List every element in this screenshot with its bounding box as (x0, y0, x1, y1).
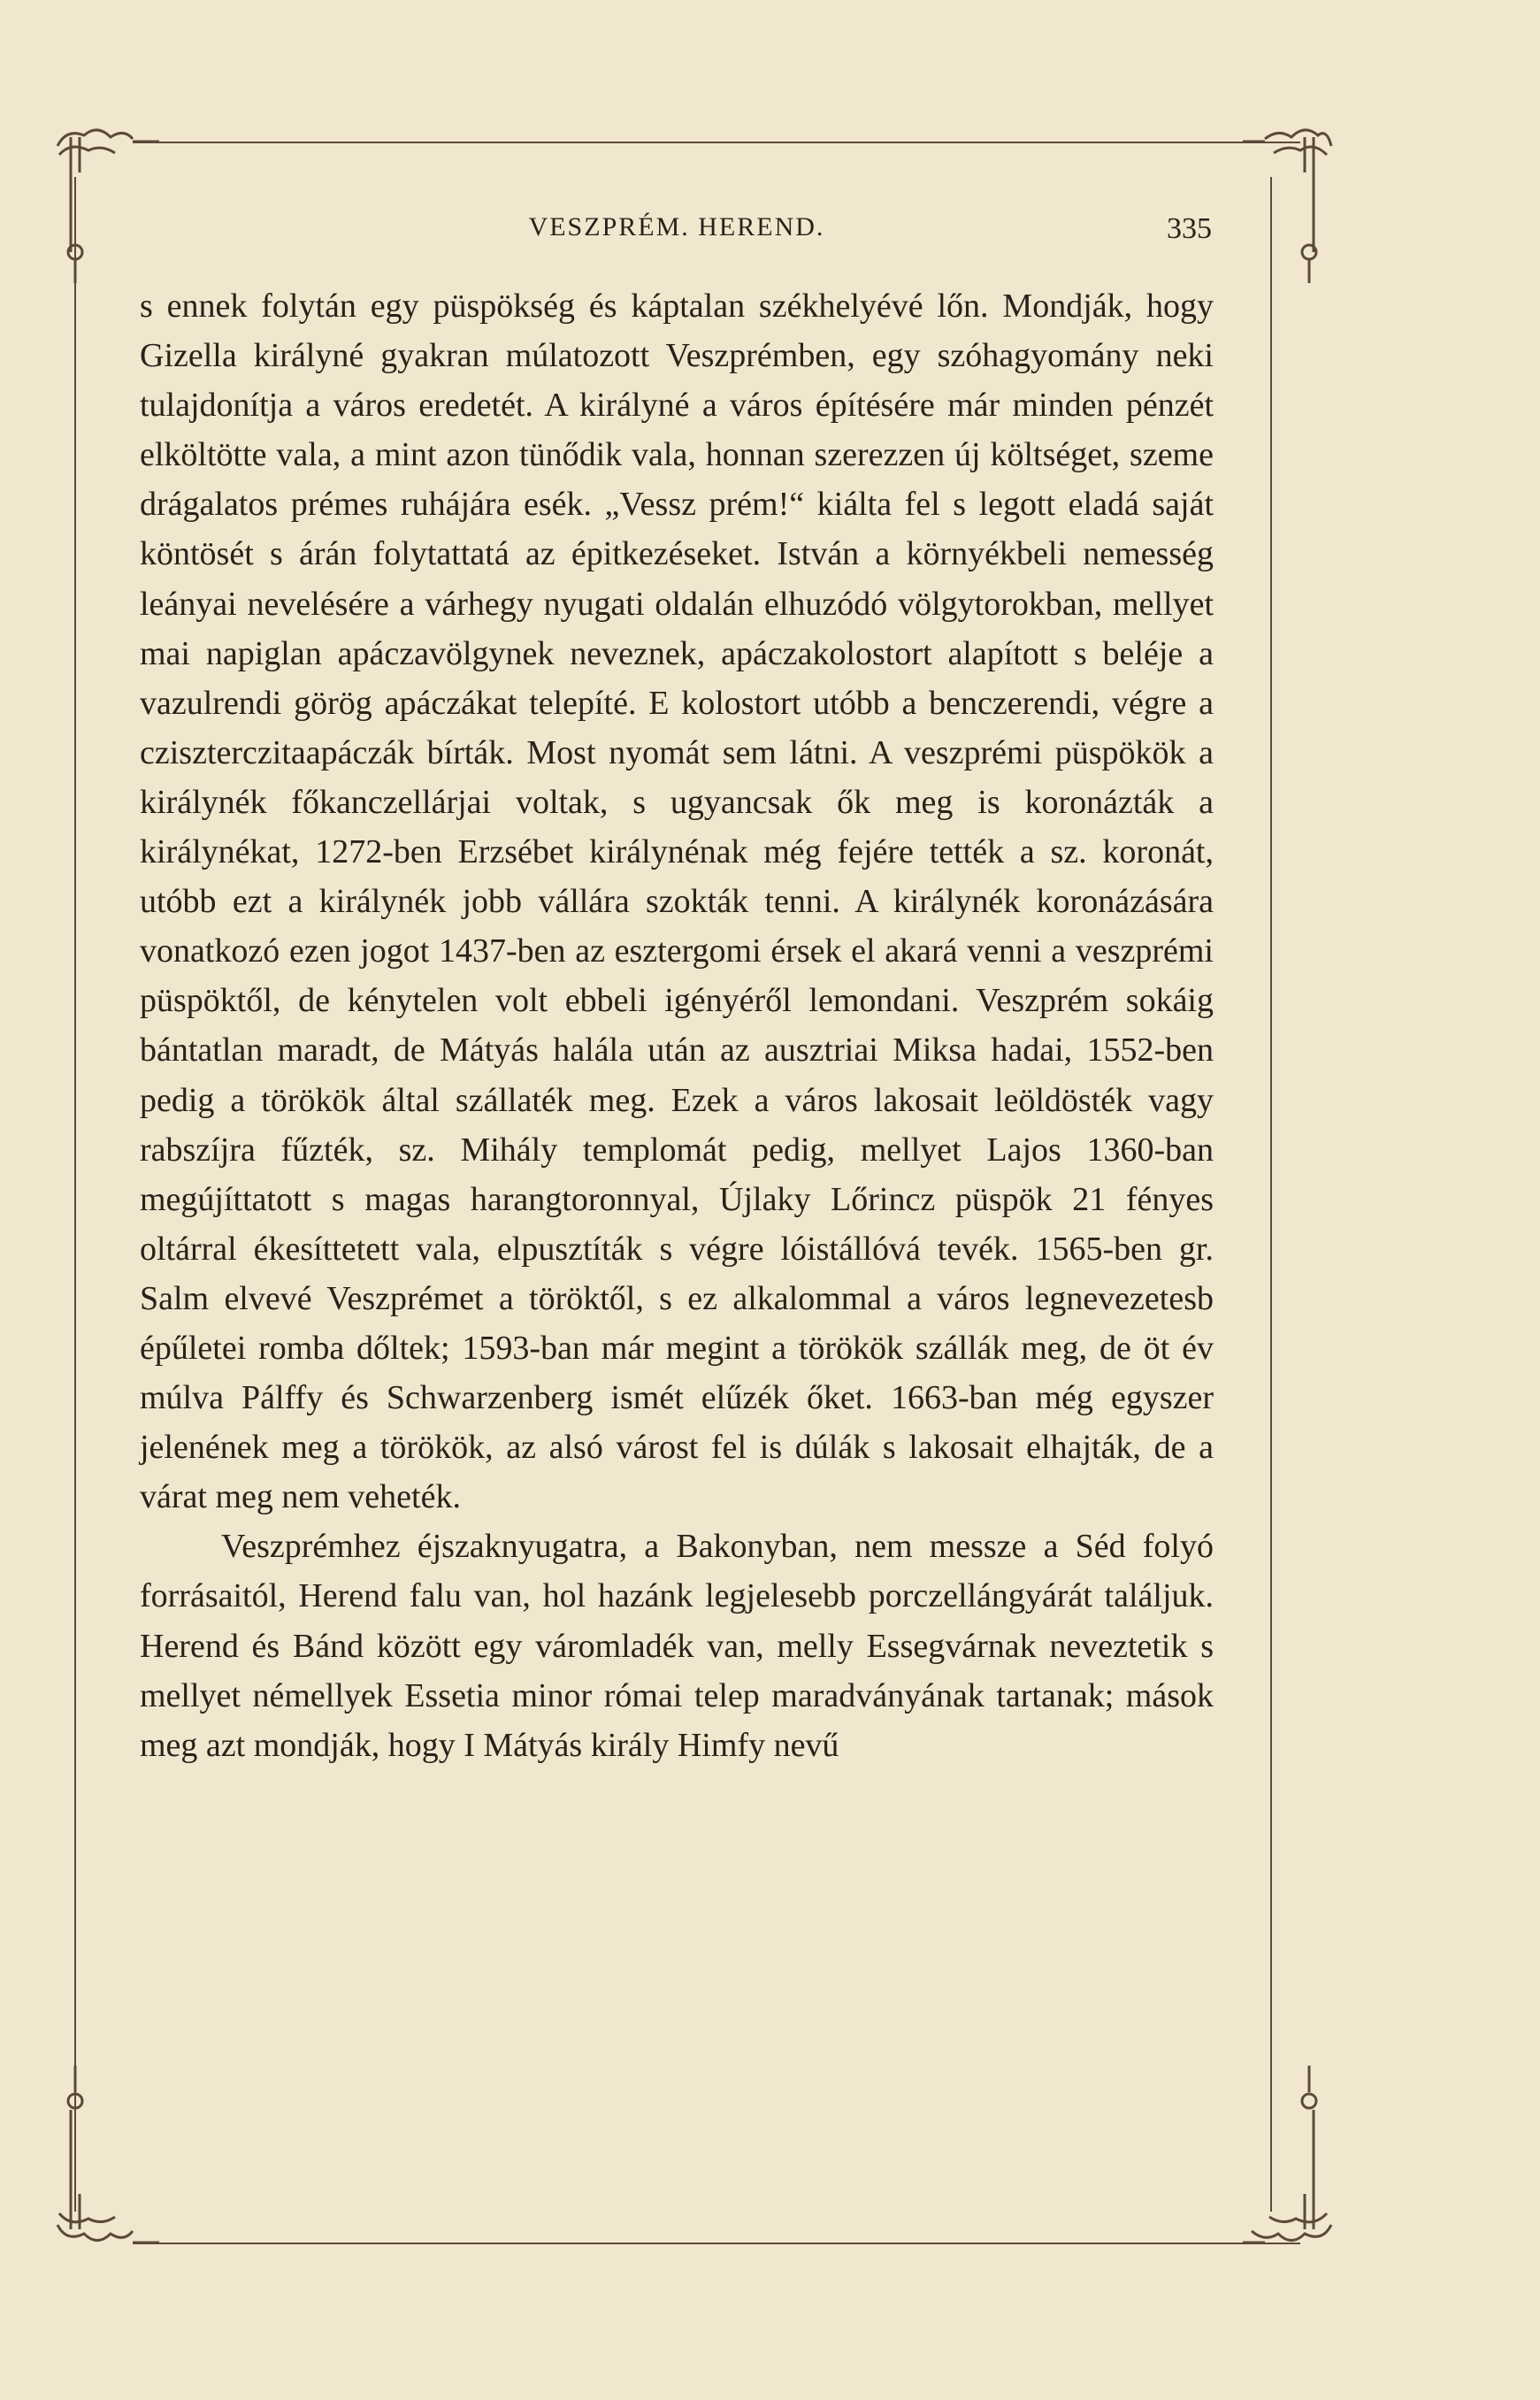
frame-left-rule (74, 177, 76, 2212)
corner-ornament-top-right-icon (1238, 119, 1336, 288)
running-head (142, 212, 1212, 257)
frame-bottom-rule (133, 2243, 1300, 2244)
corner-ornament-bottom-left-icon (49, 2061, 164, 2256)
paragraph-veszprem-history: s ennek folytán egy püspökség és káptalan székhelyévé lőn. Mondják, hogy Gizella királyné gyakran múlatozott Veszprémben, egy szóhagyomány neki tulajdonítja a város eredetét. A királyné a város építésére már minden pénzét elköltötte vala, a mint azon tünődik vala, honnan szerezzen új költséget, szeme drágalatos prémes ruhájára esék. „Vessz prém!“ kiálta fel s legott eladá saját köntösét s árán folytattatá az épitkezéseket. István a környékbeli nemesség leányai nevelésére a várhegy nyugati oldalán elhuzódó völgytorokban, mellyet mai napiglan apáczavölgynek neveznek, apáczakolostort alapított s beléje a vazulrendi görög apáczákat telepíté. E kolostort utóbb a benczerendi, végre a cziszterczitaapáczák bírták. Most nyomát sem látni. A veszprémi püspökök a királynék főkanczellárjai voltak, s ugyancsak ők meg is koronázták a királynékat, 1272-ben Erzsébet királynénak még fejére tették a sz. koronát, utóbb ezt a királynék jobb vállára szokták tenni. A királynék koronázására vonatkozó ezen jogot 1437-ben az esztergomi érsek el akará venni a veszprémi püspöktől, de kénytelen volt ebbeli igényéről lemondani. Veszprém sokáig bántatlan maradt, de Mátyás halála után az ausztriai Miksa hadai, 1552-ben pedig a törökök által szállaték meg. Ezek a város lakosait leöldösték vagy rabszíjra fűzték, sz. Mihály templomát pedig, mellyet Lajos 1360-ban megújíttatott s magas harangtoronnyal, Újlaky Lőrincz püspök 21 fényes oltárral ékesíttetett vala, elpusztíták s végre lóistállóvá tevék. 1565-ben gr. Salm elvevé Veszprémet a töröktől, s ez alkalommal a város legnevezetesb épűletei romba dőltek; 1593-ban már megint a törökök szállák meg, de öt év múlva Pálffy és Schwarzenberg ismét elűzék őket. 1663-ban még egyszer jelenének meg a törökök, az alsó várost fel is dúlák s lakosait elhajták, de a várat meg nem veheték. (140, 288, 1214, 1516)
corner-ornament-top-left-icon (49, 119, 164, 288)
frame-top-rule (133, 142, 1300, 143)
paragraph-herend: Veszprémhez éjszaknyugatra, a Bakonyban, nem messze a Séd folyó forrásaitól, Herend falu van, hol hazánk legjelesebb porczellángyárát találjuk. Herend és Bánd között egy váromladék van, melly Essegvárnak neveztetik s mellyet némellyek Essetia minor római telep maradványának tartanak; mások meg azt mondják, hogy I Mátyás király Himfy nevű (140, 1528, 1214, 1764)
corner-ornament-bottom-right-icon (1238, 2061, 1336, 2256)
page-number: 335 (1167, 212, 1212, 245)
frame-right-rule (1270, 177, 1272, 2212)
running-title: VESZPRÉM. HEREND. (528, 212, 825, 242)
body-text (140, 281, 1214, 1770)
